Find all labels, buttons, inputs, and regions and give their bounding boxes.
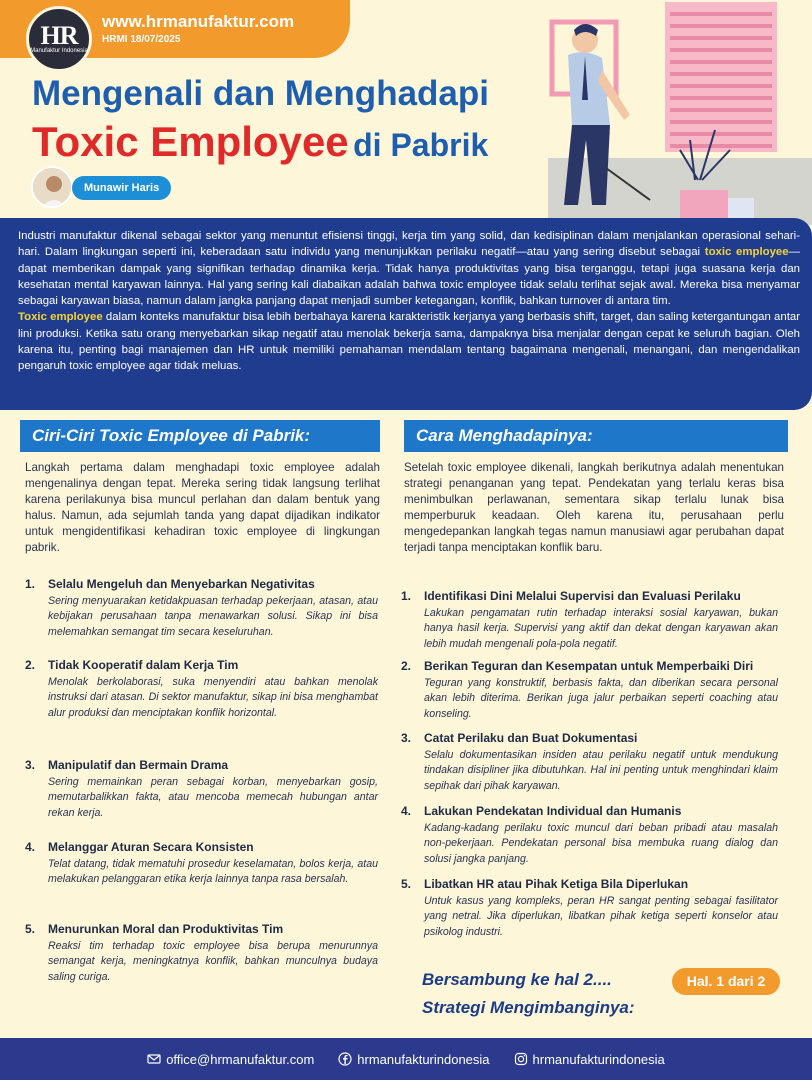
title-line-2 xyxy=(32,118,488,166)
intro-panel xyxy=(0,218,812,410)
hr-manufaktur-logo: HR Manufaktur Indonesia xyxy=(26,6,92,72)
next-topic: Strategi Mengimbanginya: xyxy=(422,998,635,1017)
footer-email[interactable]: office@hrmanufaktur.com xyxy=(147,1052,314,1067)
facebook-icon xyxy=(338,1052,352,1066)
title-suffix: di Pabrik xyxy=(353,127,489,163)
title-highlight: Toxic Employee xyxy=(32,118,349,165)
footer-instagram[interactable]: hrmanufakturindonesia xyxy=(514,1052,665,1067)
instagram-icon xyxy=(514,1052,528,1066)
author-avatar xyxy=(31,166,73,208)
page-indicator: Hal. 1 dari 2 xyxy=(672,968,780,995)
issue-date: HRMI 18/07/2025 xyxy=(102,34,181,45)
footer-facebook[interactable]: hrmanufakturindonesia xyxy=(338,1052,489,1067)
page: HR Manufaktur Indonesia www.hrmanufaktur.com HRMI 18/07/2025 Mengenali dan Menghadapi Toxic Employee di Pabrik Munawir Haris Industri manufaktur dikenal sebagai sektor yang menuntut efisiensi tinggi, kerja tim yang solid, dan kedisiplinan dalam menjalankan operasional sehari-hari. Dalam lingkungan seperti ini, keberadaan satu individu yang menunjukkan perilaku negatif—atau yang sering disebut sebagai toxic employee—dapat memberikan dampak yang signifikan terhadap dinamika kerja. Tidak hanya produktivitas yang bisa terganggu, tetapi juga suasana kerja dan kesehatan mental karyawan lainnya. Hal yang sering kali diabaikan adalah bahwa toxic employee tidak selalu terlihat sejak awal. Mereka bisa menyamar sebagai karyawan biasa, namun dalam jangka panjang dapat menjadi sumber ketegangan, konflik, bahkan turnover di antara tim. Toxic employee dalam konteks manufaktur bisa lebih berbahaya karena karakteristik kerjanya yang berbasis shift, target, dan saling ketergantungan antar lini produksi. Ketika satu orang menyebarkan sikap negatif atau menolak bekerja sama, dampaknya bisa menjalar dengan cepat ke seluruh bagian. Oleh karena itu, penting bagi manajemen dan HR untuk memiliki pemahaman mendalam tentang bagaimana mengenali, menangani, dan mengendalikan pengaruh toxic employee agar tidak meluas. Ciri-Ciri Toxic Employee di Pabrik: Langkah pertama dalam menghadapi toxic employee adalah mengenalinya dengan tepat. Mereka sering tidak langsung terlihat karena perilakunya bisa muncul perlahan dan dalam bentuk yang halus. Namun, ada sejumlah tanda yang dapat dijadikan indikator untuk mengidentifikasi kehadiran toxic employee di lingkungan pabrik. 1. Selalu Mengeluh dan Menyebarkan Negativitas Sering menyuarakan ketidakpuasan terhadap pekerjaan, atasan, atau kebijakan perusahaan tanpa menawarkan solusi. Sikap ini bisa melemahkan semangat tim secara keseluruhan. 2. Tidak Kooperatif dalam Kerja Tim Menolak berkolaborasi, suka menyendiri atau bahkan menolak instruksi dari atasan. Di sektor manufaktur, sikap ini bisa menghambat alur produksi dan menciptakan konflik horizontal. 3. Manipulatif dan Bermain Drama Sering memainkan peran sebagai korban, menyebarkan gosip, memutarbalikkan fakta, atau mencoba memecah hubungan antar rekan kerja. 4. Melanggar Aturan Secara Konsisten Telat datang, tidak mematuhi prosedur keselamatan, bolos kerja, atau melakukan pelanggaran etika kerja lainnya tanpa rasa bersalah. 5. Menurunkan Moral dan Produktivitas Tim Reaksi tim terhadap toxic employee bisa berupa menurunnya semangat kerja, meningkatnya konflik, bahkan munculnya budaya saling curiga. Cara Menghadapinya: Setelah toxic employee dikenali, langkah berikutnya adalah menentukan strategi penanganan yang tepat. Pendekatan yang terlalu keras bisa menimbulkan perlawanan, sementara sikap terlalu lunak bisa memperburuk keadaan. Oleh karena itu, perusahaan perlu mengedepankan langkah tegas namun manusiawi agar perubahan dapat terjadi tanpa menciptakan konflik baru. 1. Identifikasi Dini Melalui Supervisi dan Evaluasi Perilaku Lakukan pengamatan rutin terhadap interaksi sosial karyawan, bukan hanya hasil kerja. Supervisi yang aktif dan dekat dengan karyawan akan lebih mudah mengenali pola-pola negatif. 2. Berikan Teguran dan Kesempatan untuk Memperbaiki Diri Teguran yang konstruktif, berbasis fakta, dan diberikan secara personal akan lebih diterima. Berikan juga jalur perbaikan seperti coaching atau konseling. 3. Catat Perilaku dan Buat Dokumentasi Selalu dokumentasikan insiden atau perilaku negatif untuk mendukung tindakan disipliner jika dibutuhkan. Hal ini penting untuk menghindari klaim sepihak dari pihak karyawan. 4. Lakukan Pendekatan Individual dan Humanis Kadang-kadang perilaku toxic muncul dari beban pribadi atau masalah non-pekerjaan. Pendekatan personal bisa membuka ruang dialog dan solusi jangka panjang. 5. Libatkan HR atau Pihak Ketiga Bila Diperlukan Untuk kasus yang kompleks, peran HR sangat penting sebagai fasilitator yang netral. Jika diperlukan, libatkan pihak ketiga seperti konselor atau psikolog industri. Bersambung ke hal 2.... Strategi Mengimbanginya: Hal. 1 dari 2 office@hrmanufaktur.com hrmanufakturindonesia hrmanufakturindonesia xyxy=(0,0,812,1080)
site-url[interactable]: www.hrmanufaktur.com xyxy=(102,12,295,31)
right-lead: Setelah toxic employee dikenali, langkah berikutnya adalah menentukan strategi penanganan yang tepat. Pendekatan yang terlalu keras bisa menimbulkan perlawanan, sementara sikap terlalu lunak bisa memperburuk keadaan. Oleh karena itu, perusahaan perlu mengedepankan langkah tegas namun manusiawi agar perubahan dapat terjadi tanpa menciptakan konflik baru. xyxy=(404,461,784,554)
footer-bar xyxy=(0,1038,812,1080)
author-name: Munawir Haris xyxy=(72,176,171,200)
left-lead: Langkah pertama dalam menghadapi toxic employee adalah mengenalinya dengan tepat. Mereka sering tidak langsung terlihat karena perilakunya bisa muncul perlahan dan dalam bentuk yang halus. Namun, ada sejumlah tanda yang dapat dijadikan indikator untuk mengidentifikasi kehadiran toxic employee di lingkungan pabrik. xyxy=(25,461,380,554)
continued-notice: Bersambung ke hal 2.... xyxy=(422,970,612,989)
intro-paragraph-1: Industri manufaktur dikenal sebagai sektor yang menuntut efisiensi tinggi, kerja tim yang solid, dan kedisiplinan dalam menjalankan operasional sehari-hari. Dalam lingkungan seperti ini, keberadaan satu individu yang menunjukkan perilaku negatif—atau yang sering disebut sebagai toxic employee—dapat memberikan dampak yang signifikan terhadap dinamika kerja. Tidak hanya produktivitas yang bisa terganggu, tetapi juga suasana kerja dan kesehatan mental karyawan lainnya. Hal yang sering kali diabaikan adalah bahwa toxic employee tidak selalu terlihat sejak awal. Mereka bisa menyamar sebagai karyawan biasa, namun dalam jangka panjang dapat menjadi sumber ketegangan, konflik, bahkan turnover di antara tim. xyxy=(18,230,800,308)
title-line-1: Mengenali dan Menghadapi xyxy=(32,74,489,113)
right-section-heading: Cara Menghadapinya: xyxy=(404,420,788,452)
intro-paragraph-2: Toxic employee dalam konteks manufaktur bisa lebih berbahaya karena karakteristik kerjanya yang berbasis shift, target, dan saling ketergantungan antar lini produksi. Ketika satu orang menyebarkan sikap negatif atau menolak bekerja sama, dampaknya bisa menjalar dengan cepat ke seluruh bagian. Oleh karena itu, penting bagi manajemen dan HR untuk memiliki pemahaman mendalam tentang bagaimana mengenali, menangani, dan mengendalikan pengaruh toxic employee agar tidak meluas. xyxy=(18,311,800,373)
mail-icon xyxy=(147,1052,161,1066)
tired-worker-illustration xyxy=(540,0,812,225)
left-section-heading: Ciri-Ciri Toxic Employee di Pabrik: xyxy=(20,420,380,452)
